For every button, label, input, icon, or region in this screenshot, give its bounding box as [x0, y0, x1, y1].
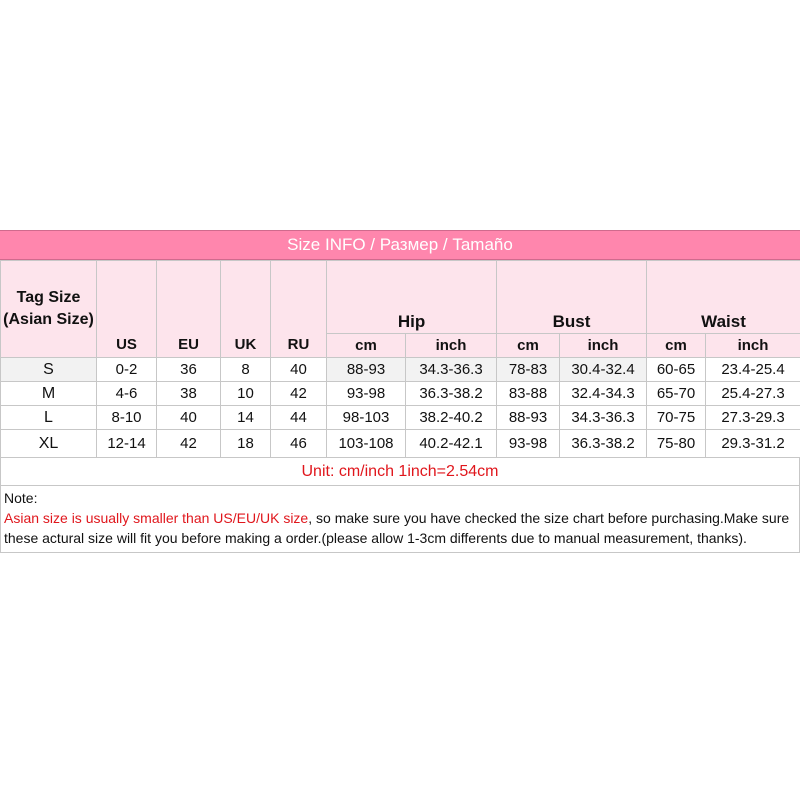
- note-warning-text: Asian size is usually smaller than US/EU/UK size: [4, 510, 309, 526]
- eu-header: EU: [157, 261, 221, 358]
- ru-cell: 42: [271, 382, 327, 406]
- bust-cm-cell: 93-98: [497, 430, 560, 458]
- waist-inch-cell: 29.3-31.2: [706, 430, 800, 458]
- us-cell: 8-10: [97, 406, 157, 430]
- us-cell: 12-14: [97, 430, 157, 458]
- hip-inch-cell: 36.3-38.2: [406, 382, 497, 406]
- waist-cm-cell: 65-70: [647, 382, 706, 406]
- uk-header: UK: [221, 261, 271, 358]
- size-cell: M: [1, 382, 97, 406]
- bust-inch-cell: 34.3-36.3: [560, 406, 647, 430]
- table-row: [1, 382, 800, 406]
- tag-size-header: Tag Size (Asian Size): [1, 261, 97, 358]
- hip-inch-header: inch: [406, 334, 497, 358]
- ru-header: RU: [271, 261, 327, 358]
- eu-cell: 40: [157, 406, 221, 430]
- unit-note: Unit: cm/inch 1inch=2.54cm: [0, 458, 800, 486]
- size-chart: [0, 230, 800, 553]
- waist-cm-cell: 60-65: [647, 358, 706, 382]
- ru-cell: 46: [271, 430, 327, 458]
- waist-header: Waist: [647, 261, 800, 334]
- bust-cm-cell: 78-83: [497, 358, 560, 382]
- size-cell: S: [1, 358, 97, 382]
- bust-inch-cell: 30.4-32.4: [560, 358, 647, 382]
- ru-cell: 40: [271, 358, 327, 382]
- size-table: [0, 260, 800, 458]
- ru-cell: 44: [271, 406, 327, 430]
- uk-cell: 10: [221, 382, 271, 406]
- bust-inch-cell: 36.3-38.2: [560, 430, 647, 458]
- hip-cm-cell: 98-103: [327, 406, 406, 430]
- eu-cell: 38: [157, 382, 221, 406]
- hip-cm-header: cm: [327, 334, 406, 358]
- uk-cell: 18: [221, 430, 271, 458]
- hip-cm-cell: 88-93: [327, 358, 406, 382]
- us-cell: 0-2: [97, 358, 157, 382]
- note-box: [0, 486, 800, 553]
- size-cell: XL: [1, 430, 97, 458]
- waist-inch-header: inch: [706, 334, 800, 358]
- note-label: Note:: [4, 490, 38, 506]
- bust-header: Bust: [497, 261, 647, 334]
- us-header: US: [97, 261, 157, 358]
- waist-cm-cell: 75-80: [647, 430, 706, 458]
- waist-inch-cell: 23.4-25.4: [706, 358, 800, 382]
- hip-cm-cell: 93-98: [327, 382, 406, 406]
- bust-inch-cell: 32.4-34.3: [560, 382, 647, 406]
- hip-inch-cell: 34.3-36.3: [406, 358, 497, 382]
- hip-inch-cell: 40.2-42.1: [406, 430, 497, 458]
- waist-inch-cell: 27.3-29.3: [706, 406, 800, 430]
- uk-cell: 8: [221, 358, 271, 382]
- waist-cm-cell: 70-75: [647, 406, 706, 430]
- table-row: [1, 430, 800, 458]
- table-row: [1, 406, 800, 430]
- hip-inch-cell: 38.2-40.2: [406, 406, 497, 430]
- note-rest-text: , so make sure you have checked the size chart before purchasing.Make sure these actural size will fit you before making a order.(please allow 1-3cm differents due to manual measurement, thanks).: [4, 510, 790, 546]
- hip-header: Hip: [327, 261, 497, 334]
- waist-cm-header: cm: [647, 334, 706, 358]
- waist-inch-cell: 25.4-27.3: [706, 382, 800, 406]
- bust-cm-cell: 83-88: [497, 382, 560, 406]
- uk-cell: 14: [221, 406, 271, 430]
- note-body: [4, 508, 796, 548]
- header-row: [1, 261, 800, 334]
- chart-title: Size INFO / Размер / Tamaño: [0, 230, 800, 260]
- eu-cell: 42: [157, 430, 221, 458]
- table-row: [1, 358, 800, 382]
- bust-cm-header: cm: [497, 334, 560, 358]
- us-cell: 4-6: [97, 382, 157, 406]
- size-cell: L: [1, 406, 97, 430]
- hip-cm-cell: 103-108: [327, 430, 406, 458]
- bust-inch-header: inch: [560, 334, 647, 358]
- bust-cm-cell: 88-93: [497, 406, 560, 430]
- eu-cell: 36: [157, 358, 221, 382]
